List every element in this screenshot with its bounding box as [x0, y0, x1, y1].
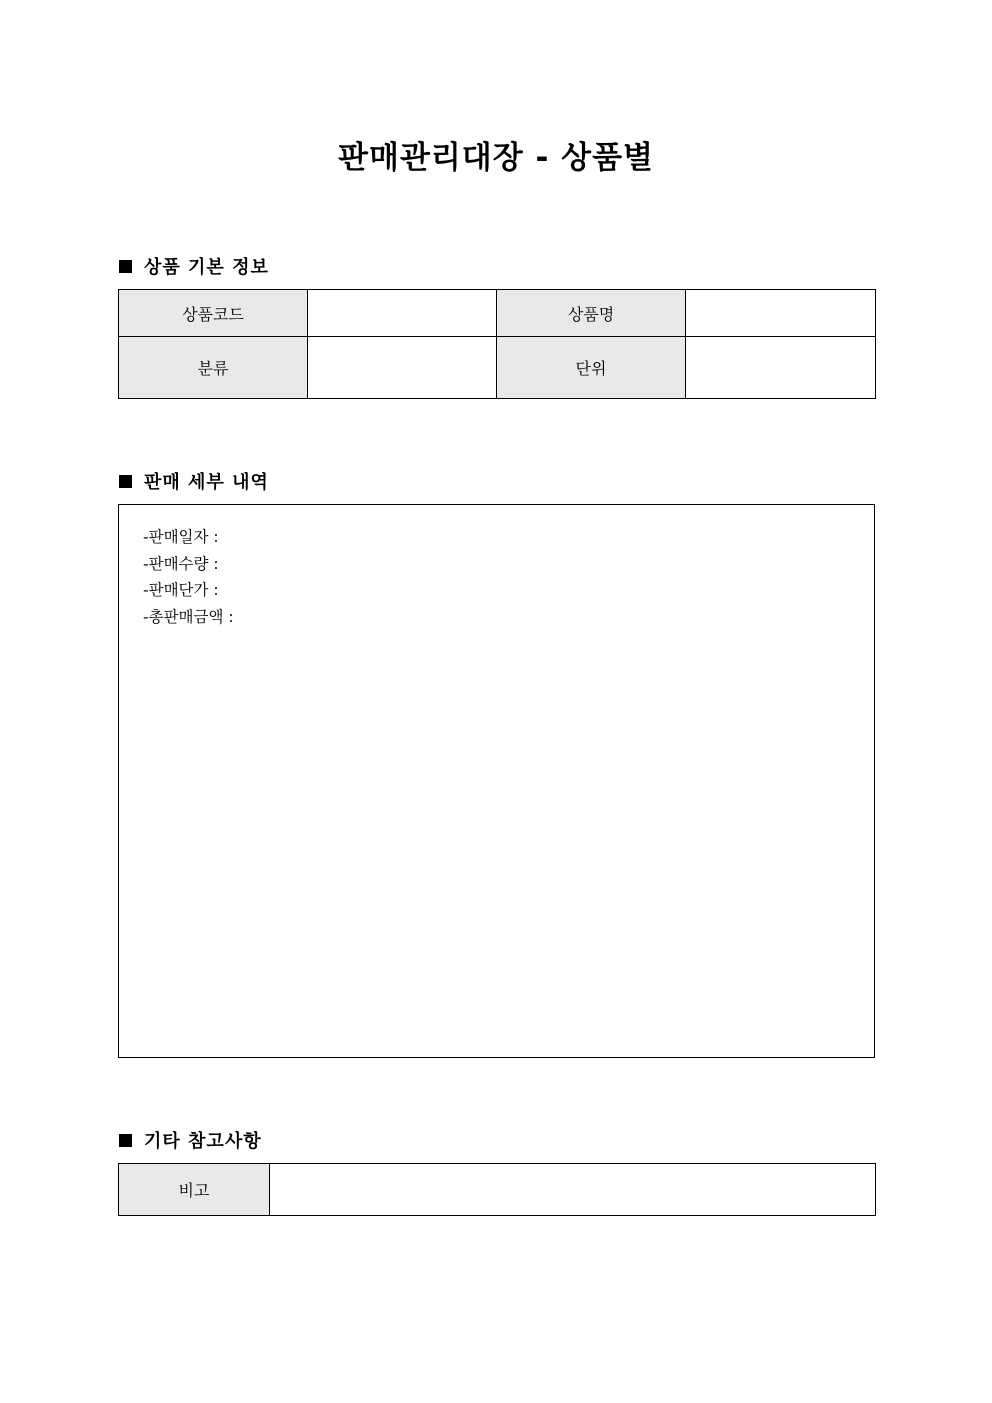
sales-detail-list [143, 524, 234, 630]
remarks-field[interactable] [270, 1164, 876, 1216]
notes-heading-text: 기타 참고사항 [144, 1131, 262, 1152]
table-row [119, 337, 876, 399]
basic-info-heading [119, 253, 269, 279]
product-name-label: 상품명 [497, 290, 686, 337]
square-bullet-icon [119, 475, 132, 488]
square-bullet-icon [119, 1134, 132, 1147]
sales-detail-box[interactable] [118, 504, 875, 1058]
category-label: 분류 [119, 337, 308, 399]
square-bullet-icon [119, 260, 132, 273]
list-item: -판매수량 : [143, 554, 219, 573]
unit-label: 단위 [497, 337, 686, 399]
remarks-label: 비고 [119, 1164, 270, 1216]
notes-table [118, 1163, 876, 1216]
category-field[interactable] [308, 337, 497, 399]
list-item: -판매일자 : [143, 528, 219, 546]
product-code-label: 상품코드 [119, 290, 308, 337]
basic-info-table [118, 289, 876, 399]
basic-info-heading-text: 상품 기본 정보 [144, 257, 269, 278]
unit-field[interactable] [686, 337, 876, 399]
sales-detail-heading-text: 판매 세부 내역 [144, 472, 269, 493]
product-name-field[interactable] [686, 290, 876, 337]
table-row [119, 1164, 876, 1216]
page-title: 판매관리대장 - 상품별 [338, 140, 654, 176]
table-row [119, 290, 876, 337]
list-item: -총판매금액 : [143, 607, 234, 626]
product-code-field[interactable] [308, 290, 497, 337]
notes-heading [119, 1127, 262, 1153]
sales-detail-heading [119, 468, 269, 494]
list-item: -판매단가 : [143, 581, 219, 599]
